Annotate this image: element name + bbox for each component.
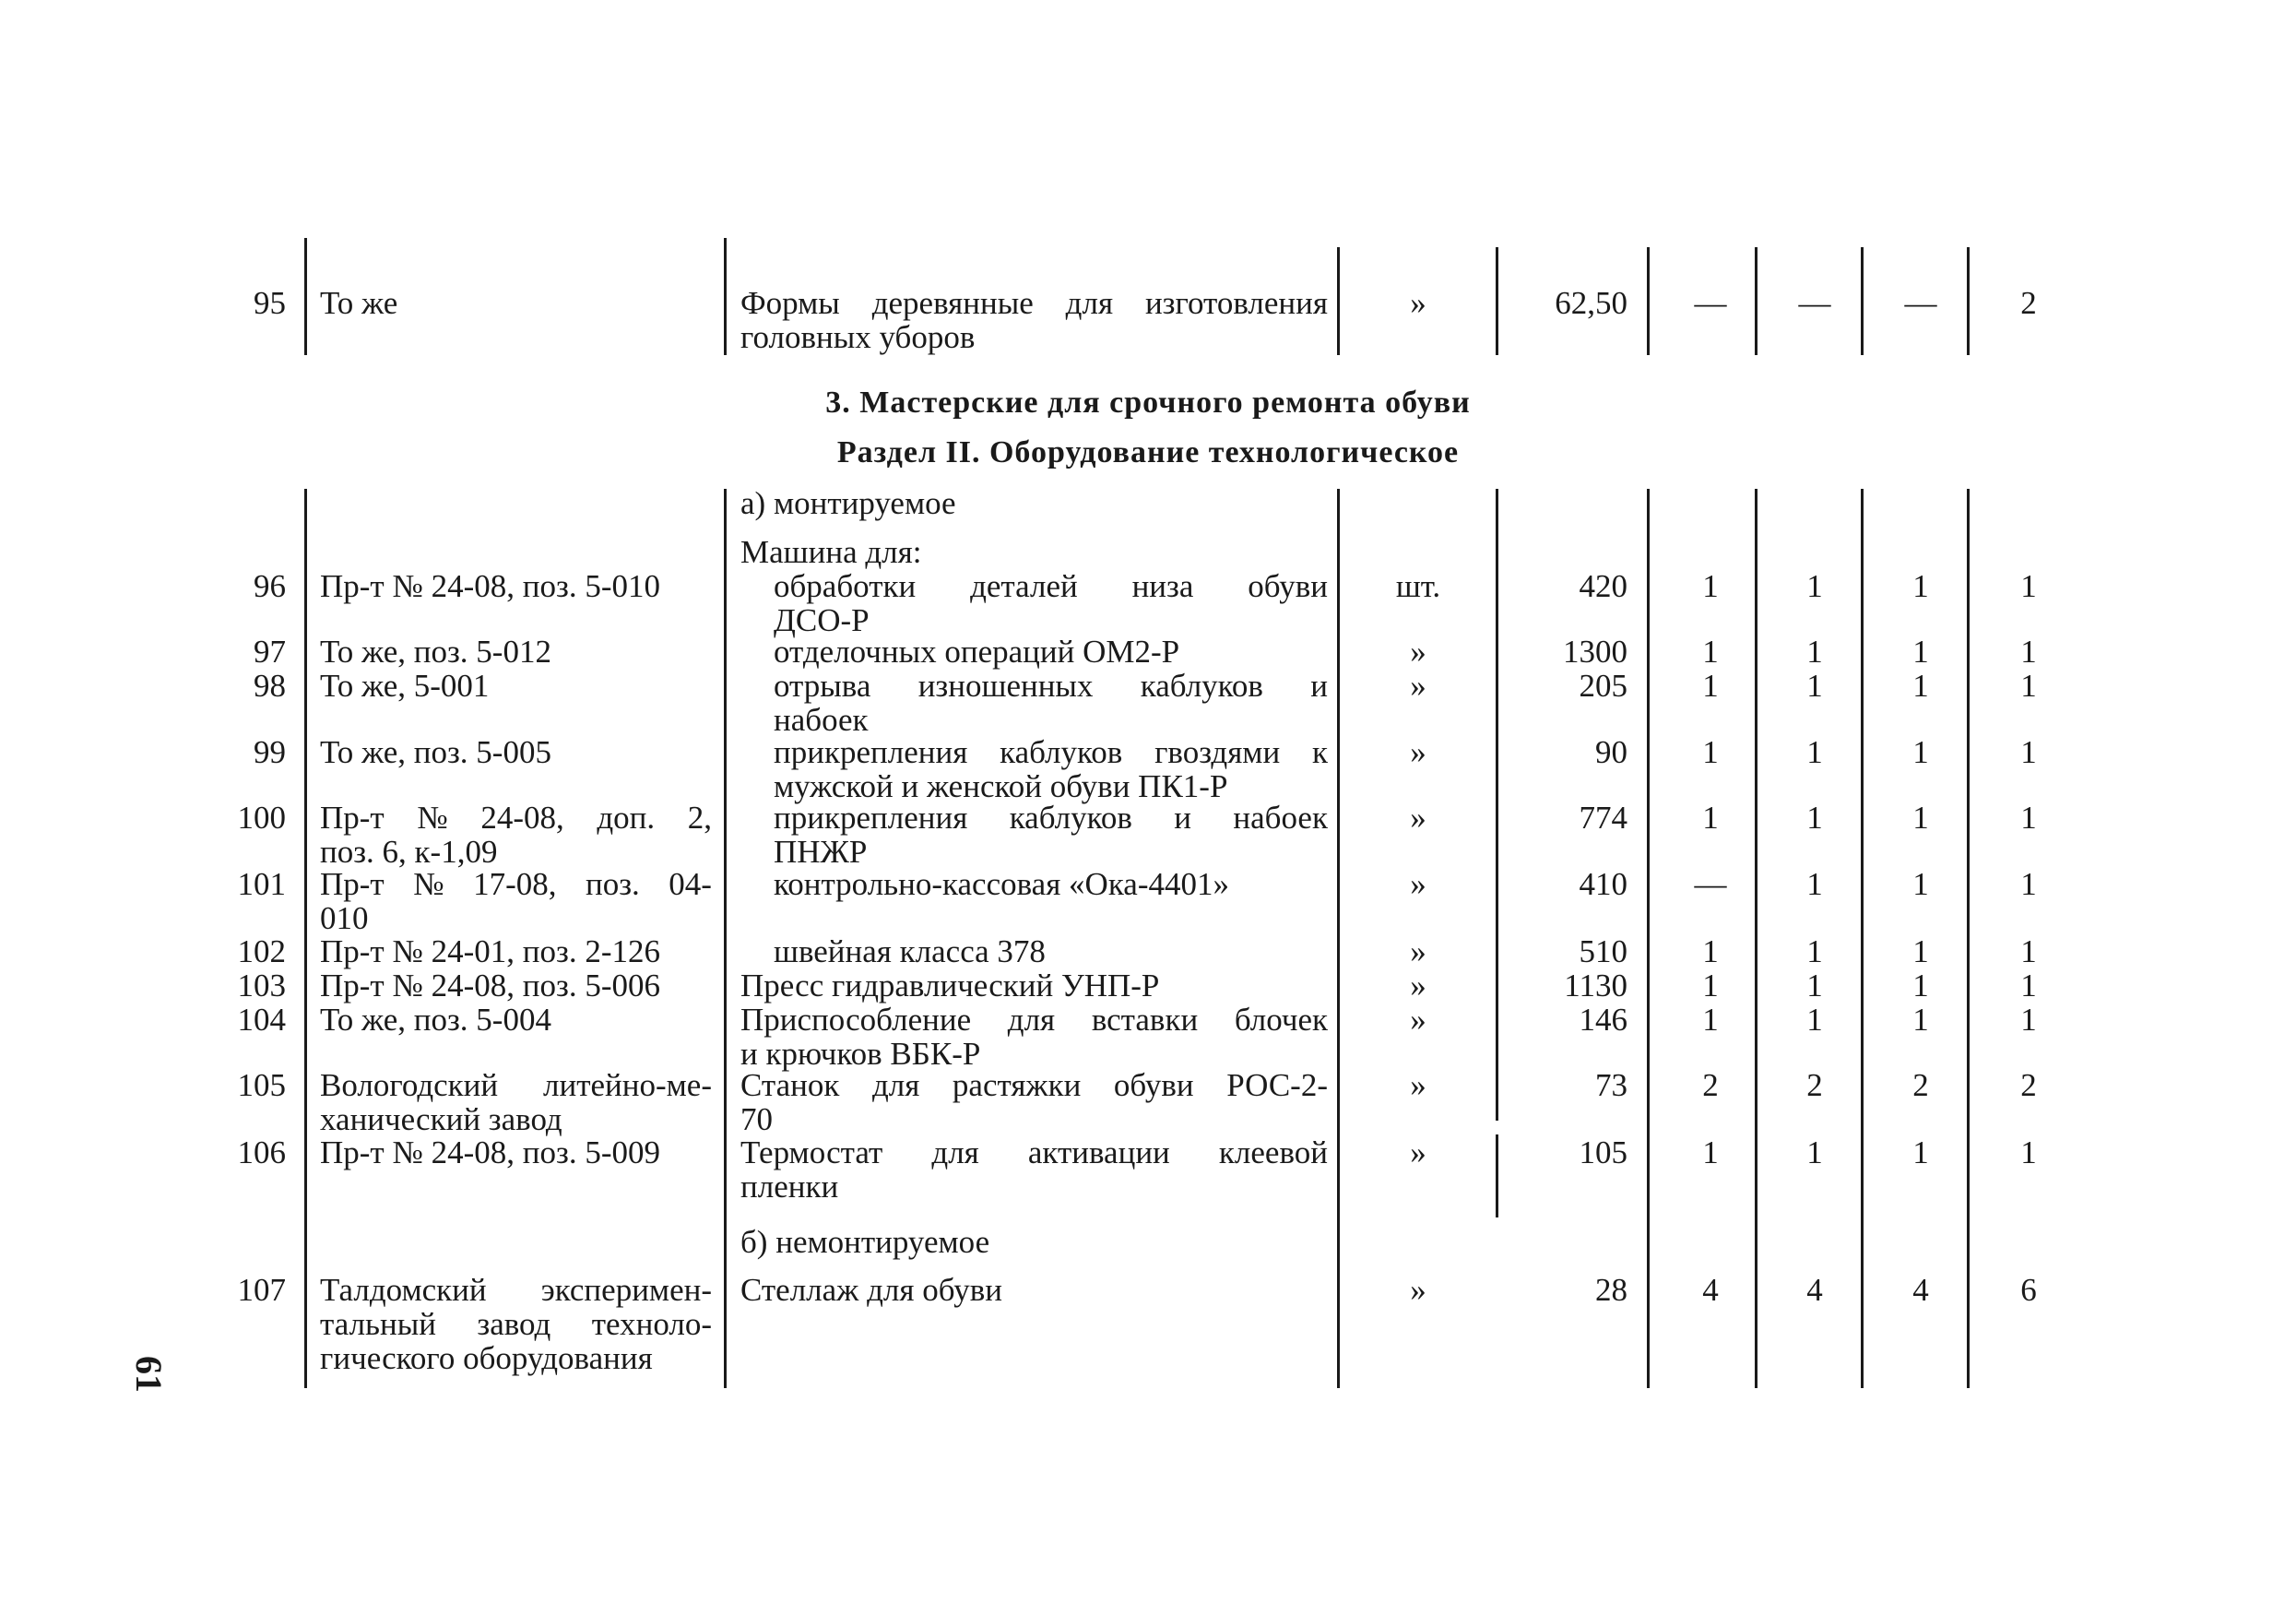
- row-number: 102: [237, 933, 286, 969]
- quantity-cell: —: [1694, 866, 1727, 902]
- quantity-cell: 1: [1702, 968, 1719, 1003]
- name-cell: прикрепления каблуков гвоздями к: [774, 734, 1328, 770]
- column-rule: [1755, 489, 1758, 1388]
- row-number: 106: [237, 1134, 286, 1170]
- name-cell: Приспособление для вставки блочек: [740, 1002, 1328, 1038]
- price-cell: 774: [1579, 800, 1627, 836]
- quantity-cell: 2: [1702, 1067, 1719, 1103]
- quantity-cell: 1: [1702, 800, 1719, 836]
- name-cell: отделочных операций ОМ2-Р: [774, 634, 1180, 670]
- price-cell: 205: [1579, 668, 1627, 704]
- quantity-cell: 4: [1912, 1272, 1929, 1308]
- row-number: 98: [254, 668, 286, 704]
- unit-cell: »: [1410, 866, 1426, 902]
- name-cell: обработки деталей низа обуви: [774, 568, 1328, 604]
- quantity-cell: 1: [1806, 568, 1823, 604]
- source-cell: тальный завод техноло-: [320, 1306, 712, 1342]
- column-rule: [1647, 247, 1650, 355]
- source-cell: Пр-т № 24-08, поз. 5-010: [320, 568, 660, 604]
- unit-cell: »: [1410, 1134, 1426, 1170]
- source-cell: То же, 5-001: [320, 668, 490, 704]
- row-number: 99: [254, 734, 286, 770]
- quantity-cell: 1: [1702, 568, 1719, 604]
- unit-cell: шт.: [1395, 568, 1441, 604]
- quantity-cell: 1: [2020, 734, 2037, 770]
- quantity-cell: 1: [2020, 968, 2037, 1003]
- quantity-cell: 4: [1702, 1272, 1719, 1308]
- name-cell: контрольно-кассовая «Ока-4401»: [774, 866, 1229, 902]
- row-number: 107: [237, 1272, 286, 1308]
- price-cell: 105: [1579, 1134, 1627, 1170]
- unit-cell: »: [1410, 668, 1426, 704]
- quantity-cell: 1: [2020, 933, 2037, 969]
- name-cell: ДСО-Р: [774, 602, 870, 638]
- quantity-cell: 1: [1806, 634, 1823, 670]
- quantity-cell: 1: [1912, 568, 1929, 604]
- source-cell: Вологодский литейно-ме-: [320, 1067, 712, 1103]
- column-rule: [1861, 489, 1864, 1388]
- unit-cell: »: [1410, 634, 1426, 670]
- column-rule: [724, 489, 727, 1388]
- quantity-cell: 1: [1806, 800, 1823, 836]
- quantity-cell: 1: [1912, 800, 1929, 836]
- unit-cell: »: [1410, 1067, 1426, 1103]
- quantity-cell: —: [1904, 285, 1937, 321]
- quantity-cell: 1: [2020, 1002, 2037, 1038]
- source-cell: То же: [320, 285, 398, 321]
- name-cell: Стеллаж для обуви: [740, 1272, 1002, 1308]
- subsection-label: б) немонтируемое: [740, 1224, 990, 1260]
- column-rule: [1967, 247, 1970, 355]
- source-cell: Пр-т № 24-08, поз. 5-006: [320, 968, 660, 1003]
- source-cell: Пр-т № 24-08, поз. 5-009: [320, 1134, 660, 1170]
- name-cell: мужской и женской обуви ПК1-Р: [774, 768, 1228, 804]
- source-cell: Пр-т № 24-08, доп. 2,: [320, 800, 712, 836]
- quantity-cell: 2: [2020, 1067, 2037, 1103]
- price-cell: 62,50: [1555, 285, 1627, 321]
- quantity-cell: 1: [1912, 1002, 1929, 1038]
- quantity-cell: 1: [1806, 1002, 1823, 1038]
- row-number: 96: [254, 568, 286, 604]
- source-cell: 010: [320, 900, 369, 936]
- row-number: 101: [237, 866, 286, 902]
- price-cell: 73: [1595, 1067, 1627, 1103]
- quantity-cell: 1: [1806, 866, 1823, 902]
- column-rule: [304, 489, 307, 1388]
- unit-cell: »: [1410, 968, 1426, 1003]
- row-number: 103: [237, 968, 286, 1003]
- quantity-cell: 1: [1806, 668, 1823, 704]
- group-label: Машина для:: [740, 534, 922, 570]
- column-rule: [1967, 489, 1970, 1388]
- source-cell: Талдомский эксперимен-: [320, 1272, 712, 1308]
- source-cell: поз. 6, к-1,09: [320, 834, 498, 870]
- row-number: 105: [237, 1067, 286, 1103]
- column-rule: [724, 238, 727, 355]
- quantity-cell: 1: [2020, 668, 2037, 704]
- source-cell: гического оборудования: [320, 1340, 653, 1376]
- quantity-cell: 1: [1912, 968, 1929, 1003]
- source-cell: Пр-т № 17-08, поз. 04-: [320, 866, 712, 902]
- quantity-cell: 1: [1912, 734, 1929, 770]
- unit-cell: »: [1410, 1002, 1426, 1038]
- source-cell: Пр-т № 24-01, поз. 2-126: [320, 933, 660, 969]
- quantity-cell: 2: [2020, 285, 2037, 321]
- name-cell: отрыва изношенных каблуков и: [774, 668, 1328, 704]
- quantity-cell: 1: [1912, 933, 1929, 969]
- name-cell: пленки: [740, 1169, 839, 1205]
- quantity-cell: 6: [2020, 1272, 2037, 1308]
- source-cell: То же, поз. 5-004: [320, 1002, 551, 1038]
- price-cell: 420: [1579, 568, 1627, 604]
- name-cell: Термостат для активации клеевой: [740, 1134, 1328, 1170]
- row-number: 95: [254, 285, 286, 321]
- price-cell: 1130: [1564, 968, 1627, 1003]
- name-cell: 70: [740, 1101, 773, 1137]
- quantity-cell: 1: [1702, 634, 1719, 670]
- quantity-cell: 4: [1806, 1272, 1823, 1308]
- quantity-cell: 1: [1702, 734, 1719, 770]
- price-cell: 410: [1579, 866, 1627, 902]
- unit-cell: »: [1410, 734, 1426, 770]
- quantity-cell: 1: [1702, 1134, 1719, 1170]
- quantity-cell: 1: [1806, 968, 1823, 1003]
- name-cell: Пресс гидравлический УНП-Р: [740, 968, 1160, 1003]
- unit-cell: »: [1410, 285, 1426, 321]
- subsection-label: а) монтируемое: [740, 485, 956, 521]
- name-cell: прикрепления каблуков и набоек: [774, 800, 1328, 836]
- quantity-cell: 1: [1806, 734, 1823, 770]
- unit-cell: »: [1410, 800, 1426, 836]
- subsection-heading: Раздел II. Оборудование технологическое: [836, 435, 1460, 469]
- name-cell: Станок для растяжки обуви РОС-2-: [740, 1067, 1328, 1103]
- column-rule: [304, 238, 307, 355]
- column-rule: [1337, 247, 1340, 355]
- quantity-cell: 1: [2020, 1134, 2037, 1170]
- name-cell: головных уборов: [740, 319, 976, 355]
- quantity-cell: 1: [2020, 800, 2037, 836]
- quantity-cell: 1: [1702, 933, 1719, 969]
- quantity-cell: —: [1694, 285, 1727, 321]
- unit-cell: »: [1410, 933, 1426, 969]
- price-cell: 1300: [1563, 634, 1627, 670]
- quantity-cell: 2: [1912, 1067, 1929, 1103]
- column-rule: [1647, 489, 1650, 1388]
- section-heading: 3. Мастерские для срочного ремонта обуви: [825, 386, 1471, 420]
- name-cell: ПНЖР: [774, 834, 868, 870]
- quantity-cell: 1: [1702, 1002, 1719, 1038]
- price-cell: 28: [1595, 1272, 1627, 1308]
- quantity-cell: 1: [1912, 634, 1929, 670]
- column-rule: [1755, 247, 1758, 355]
- column-rule: [1337, 489, 1340, 1388]
- name-cell: набоек: [774, 702, 869, 738]
- quantity-cell: 2: [1806, 1067, 1823, 1103]
- price-cell: 90: [1595, 734, 1627, 770]
- column-rule: [1861, 247, 1864, 355]
- quantity-cell: 1: [2020, 634, 2037, 670]
- quantity-cell: 1: [1912, 1134, 1929, 1170]
- quantity-cell: 1: [2020, 866, 2037, 902]
- name-cell: швейная класса 378: [774, 933, 1046, 969]
- quantity-cell: 1: [1806, 933, 1823, 969]
- quantity-cell: 1: [1806, 1134, 1823, 1170]
- unit-cell: »: [1410, 1272, 1426, 1308]
- price-cell: 146: [1579, 1002, 1627, 1038]
- row-number: 100: [237, 800, 286, 836]
- name-cell: и крючков ВБК-Р: [740, 1036, 981, 1072]
- row-number: 104: [237, 1002, 286, 1038]
- quantity-cell: —: [1798, 285, 1831, 321]
- quantity-cell: 1: [1912, 866, 1929, 902]
- price-cell: 510: [1579, 933, 1627, 969]
- quantity-cell: 1: [1912, 668, 1929, 704]
- row-number: 97: [254, 634, 286, 670]
- quantity-cell: 1: [2020, 568, 2037, 604]
- source-cell: То же, поз. 5-012: [320, 634, 551, 670]
- name-cell: Формы деревянные для изготовления: [740, 285, 1328, 321]
- quantity-cell: 1: [1702, 668, 1719, 704]
- source-cell: То же, поз. 5-005: [320, 734, 551, 770]
- page-number: 61: [128, 1356, 170, 1393]
- source-cell: ханический завод: [320, 1101, 562, 1137]
